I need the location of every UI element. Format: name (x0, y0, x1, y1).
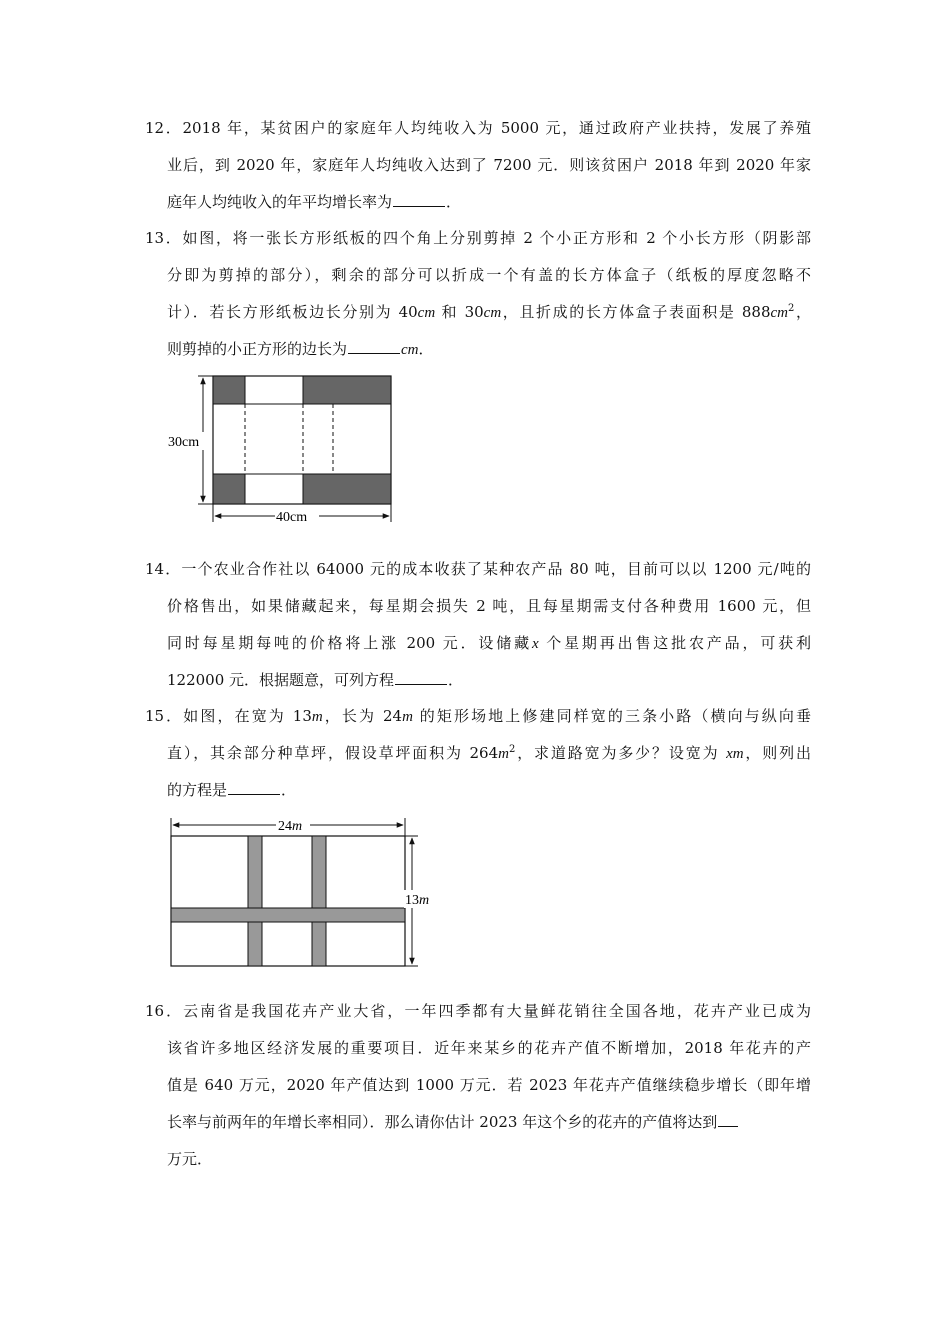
width-label: 40cm (276, 510, 308, 525)
question-13 (145, 220, 811, 368)
q13-line-3: 计）．若长方形纸板边长分别为 40cm 和 30cm，且折成的长方体盒子表面积是 $888cm^2$， (167, 303, 812, 321)
q15-line-3: 的方程是 ． (167, 781, 297, 799)
q13-line-2: 分即为剪掉的部分），剩余的部分可以折成一个有盖的长方体盒子（纸板的厚度忽略不 (167, 266, 811, 284)
question-12 (145, 110, 811, 221)
q15-line-1: 15．如图，在宽为 13m，长为 24m 的矩形场地上修建同样宽的三条小路（横向与纵向垂 (145, 707, 811, 725)
q16-line-3: 值是 640 万元，2020 年产值达到 1000 万元．若 2023 年花卉产值继续稳步增长（即年增 (167, 1076, 811, 1094)
answer-blank-15[interactable] (228, 793, 280, 795)
q14-line-1: 14．一个农业合作社以 64000 元的成本收获了某种农产品 80 吨，目前可以以 1200 元/吨的 (145, 560, 811, 578)
height-label: 30cm (168, 435, 200, 450)
cut-square-top-left (213, 376, 245, 404)
cut-square-bottom-left (213, 474, 245, 504)
horizontal-road (171, 908, 405, 922)
question-14 (145, 551, 811, 699)
q13-line-4: 则剪掉的小正方形的边长为 cm． (167, 340, 434, 358)
cut-rect-top-right (303, 376, 391, 404)
q16-line-1: 16．云南省是我国花卉产业大省，一年四季都有大量鲜花销往全国各地，花卉产业已成为 (145, 1002, 811, 1020)
vertical-road-2 (312, 836, 326, 966)
q15-figure (160, 812, 445, 972)
length-label: 24m (278, 819, 303, 834)
q14-line-2: 价格售出，如果储藏起来，每星期会损失 2 吨，且每星期需支付各种费用 1600 元，但 (167, 597, 811, 615)
answer-blank-13[interactable] (348, 352, 400, 354)
q14-line-3: 同时每星期每吨的价格将上涨 200 元．设储藏x 个星期再出售这批农产品，可获利 (167, 634, 811, 652)
width-label: 13m (405, 893, 430, 908)
q12-line-1: 12．2018 年，某贫困户的家庭年人均纯收入为 5000 元，通过政府产业扶持，发展了养殖 (145, 119, 812, 137)
question-16 (145, 993, 811, 1178)
vertical-road-1 (248, 836, 262, 966)
field-outline (171, 836, 405, 966)
q14-line-4: 122000 元．根据题意，可列方程 ． (167, 671, 464, 689)
q16-line-2: 该省许多地区经济发展的重要项目．近年来某乡的花卉产值不断增加，2018 年花卉的产 (167, 1039, 811, 1057)
question-15 (145, 698, 811, 809)
q16-line-5: 万元． (167, 1150, 213, 1168)
q15-line-2: 直），其余部分种草坪，假设草坪面积为 $264m^2$，求道路宽为多少？设宽为 xm，则列出 (167, 744, 811, 762)
q13-figure (165, 370, 400, 528)
answer-blank-14[interactable] (395, 683, 447, 685)
q12-line-3: 庭年人均纯收入的年平均增长率为 ． (167, 193, 462, 211)
answer-blank-16[interactable] (718, 1125, 738, 1127)
q13-line-1: 13．如图，将一张长方形纸板的四个角上分别剪掉 2 个小正方形和 2 个小长方形（阴影部 (145, 229, 811, 247)
q12-line-2: 业后，到 2020 年，家庭年人均纯收入达到了 7200 元．则该贫困户 2018 年到 2020 年家 (167, 156, 811, 174)
cut-rect-bottom-right (303, 474, 391, 504)
answer-blank-12[interactable] (393, 205, 445, 207)
q16-line-4: 长率与前两年的年增长率相同）．那么请你估计 2023 年这个乡的花卉的产值将达到 (145, 1104, 811, 1141)
fold-lines (245, 404, 333, 474)
